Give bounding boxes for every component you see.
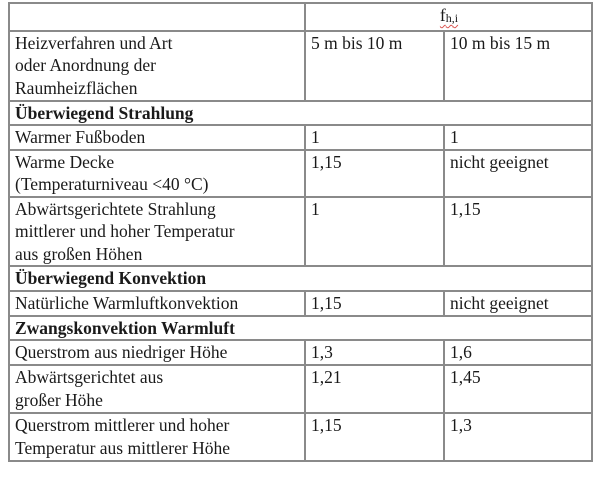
header-line: oder Anordnung der bbox=[15, 55, 156, 75]
section-title: Zwangskonvektion Warmluft bbox=[9, 316, 592, 341]
row-label bbox=[9, 365, 305, 413]
section-row bbox=[9, 316, 592, 341]
header-line: Raumheizflächen bbox=[15, 77, 138, 98]
value-5-10m: 1,3 bbox=[305, 340, 444, 365]
label-line: Querstrom mittlerer und hoher bbox=[15, 415, 230, 435]
row-label bbox=[9, 340, 305, 365]
table-row bbox=[9, 197, 592, 267]
table-row bbox=[9, 291, 592, 316]
table-row bbox=[9, 365, 592, 413]
value-5-10m: 1,15 bbox=[305, 413, 444, 461]
label-line: (Temperaturniveau <40 °C) bbox=[15, 174, 209, 194]
header-line: Heizverfahren und Art bbox=[15, 32, 173, 53]
label-line: Warme Decke bbox=[15, 151, 115, 172]
value-10-15m: nicht geeignet bbox=[444, 150, 592, 197]
section-title: Überwiegend Konvektion bbox=[9, 266, 592, 291]
value-10-15m: 1,3 bbox=[444, 413, 592, 461]
label-line: Natürliche Warmluftkonvektion bbox=[15, 292, 239, 313]
row-label bbox=[9, 150, 305, 197]
value-10-15m: 1,6 bbox=[444, 340, 592, 365]
section-row bbox=[9, 101, 592, 126]
table-row bbox=[9, 150, 592, 197]
value-10-15m: nicht geeignet bbox=[444, 291, 592, 316]
table-row bbox=[9, 340, 592, 365]
column-header-5-10m: 5 m bis 10 m bbox=[305, 31, 444, 101]
value-5-10m: 1 bbox=[305, 125, 444, 150]
row-label bbox=[9, 291, 305, 316]
column-header-row bbox=[9, 31, 592, 101]
empty-header-cell bbox=[9, 3, 305, 31]
label-line: Warmer Fußboden bbox=[15, 127, 146, 147]
label-line: mittlerer und hoher Temperatur bbox=[15, 221, 235, 241]
label-line: Temperatur aus mittlerer Höhe bbox=[15, 437, 231, 458]
column-header-method bbox=[9, 31, 305, 101]
symbol-header-cell bbox=[305, 3, 592, 31]
value-5-10m: 1,15 bbox=[305, 291, 444, 316]
symbol-fhi bbox=[440, 5, 458, 25]
row-label bbox=[9, 413, 305, 461]
value-10-15m: 1 bbox=[444, 125, 592, 150]
table-row bbox=[9, 125, 592, 150]
section-title: Überwiegend Strahlung bbox=[9, 101, 592, 126]
row-label bbox=[9, 125, 305, 150]
value-5-10m: 1,15 bbox=[305, 150, 444, 197]
value-10-15m: 1,45 bbox=[444, 365, 592, 413]
correction-factor-table bbox=[8, 2, 593, 462]
row-label bbox=[9, 197, 305, 267]
label-line: aus großen Höhen bbox=[15, 243, 143, 264]
section-row bbox=[9, 266, 592, 291]
label-line: Querstrom aus niedriger Höhe bbox=[15, 342, 228, 362]
label-line: Abwärtsgerichtete Strahlung bbox=[15, 198, 216, 219]
symbol-main: f bbox=[439, 5, 446, 25]
label-line: großer Höhe bbox=[15, 389, 103, 410]
value-5-10m: 1,21 bbox=[305, 365, 444, 413]
symbol-header-row bbox=[9, 3, 592, 31]
label-line: Abwärtsgerichtet aus bbox=[15, 367, 164, 387]
value-5-10m: 1 bbox=[305, 197, 444, 267]
symbol-subscript: h,i bbox=[445, 11, 459, 25]
table-row bbox=[9, 413, 592, 461]
value-10-15m: 1,15 bbox=[444, 197, 592, 267]
column-header-10-15m: 10 m bis 15 m bbox=[444, 31, 592, 101]
